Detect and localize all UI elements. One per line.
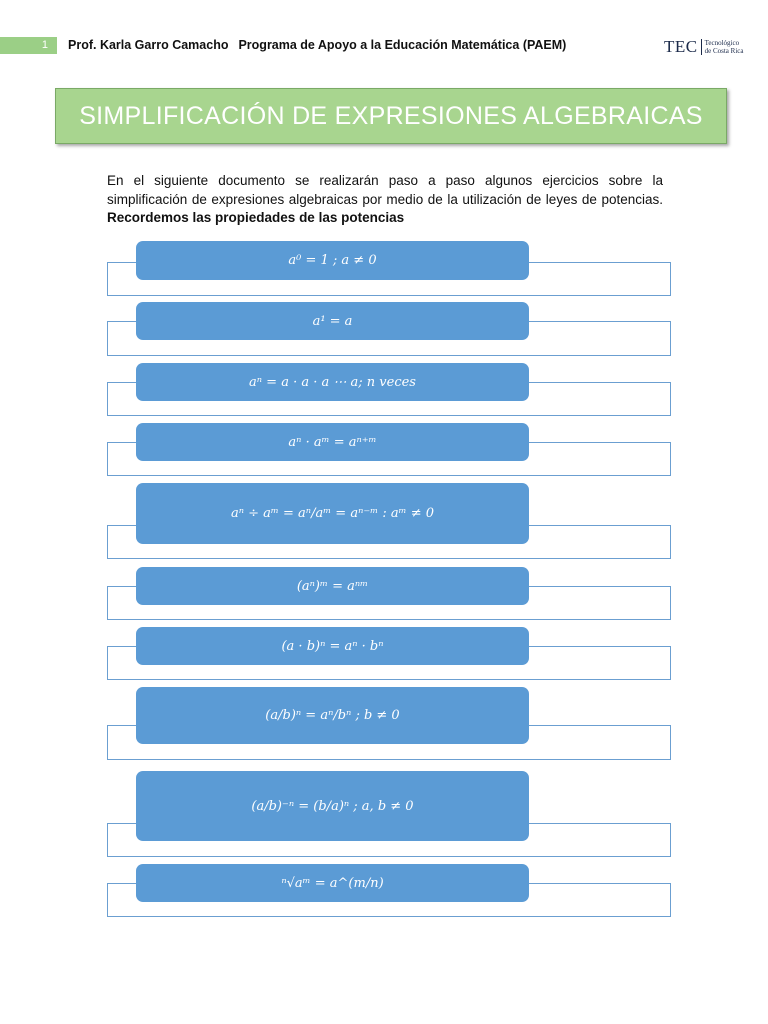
rule-formula: a¹ = a (312, 313, 353, 329)
logo-sub-line2: de Costa Rica (704, 47, 744, 55)
page-number-tab: 1 (0, 37, 57, 54)
rule-pill-9 (136, 771, 529, 841)
intro-bold: Recordemos las propiedades de las potencias (107, 210, 405, 225)
rule-formula: aⁿ ÷ aᵐ = aⁿ/aᵐ = aⁿ⁻ᵐ : aᵐ ≠ 0 (231, 506, 434, 521)
header-text (68, 38, 566, 52)
rule-pill-5 (136, 483, 529, 544)
rule-pill-6 (136, 567, 529, 605)
rule-formula: (a/b)⁻ⁿ = (b/a)ⁿ ; a, b ≠ 0 (251, 798, 414, 814)
intro-text: En el siguiente documento se realizarán paso a paso algunos ejercicios sobre la simplificación de expresiones algebraicas por medio de la utilización de leyes de potencias. (107, 173, 663, 207)
rule-formula: (a/b)ⁿ = aⁿ/bⁿ ; b ≠ 0 (265, 708, 400, 723)
header-program: Programa de Apoyo a la Educación Matemática (PAEM) (238, 38, 567, 52)
rule-formula: (aⁿ)ᵐ = aⁿᵐ (296, 578, 369, 594)
logo-sub (705, 39, 744, 55)
intro-paragraph (107, 172, 663, 228)
title-banner (55, 88, 727, 144)
rule-formula: aⁿ · aᵐ = aⁿ⁺ᵐ (288, 434, 377, 450)
rule-formula: aⁿ = a · a · a ⋯ a; n veces (249, 374, 416, 390)
logo-main: TEC (664, 37, 698, 56)
header-author: Prof. Karla Garro Camacho (68, 38, 229, 52)
logo-sub-line1: Tecnológico (704, 39, 740, 47)
rule-formula: a⁰ = 1 ; a ≠ 0 (288, 253, 377, 268)
tec-logo (664, 37, 744, 57)
rule-pill-10 (136, 864, 529, 902)
page-title: SIMPLIFICACIÓN DE EXPRESIONES ALGEBRAICAS (79, 101, 703, 130)
rule-pill-8 (136, 687, 529, 744)
rule-formula: ⁿ√aᵐ = a^(m/n) (281, 875, 384, 891)
rule-formula: (a · b)ⁿ = aⁿ · bⁿ (281, 638, 384, 654)
rule-pill-2 (136, 302, 529, 340)
rule-pill-7 (136, 627, 529, 665)
rule-pill-3 (136, 363, 529, 401)
rule-pill-4 (136, 423, 529, 461)
logo-divider (701, 39, 702, 55)
rule-pill-1 (136, 241, 529, 280)
